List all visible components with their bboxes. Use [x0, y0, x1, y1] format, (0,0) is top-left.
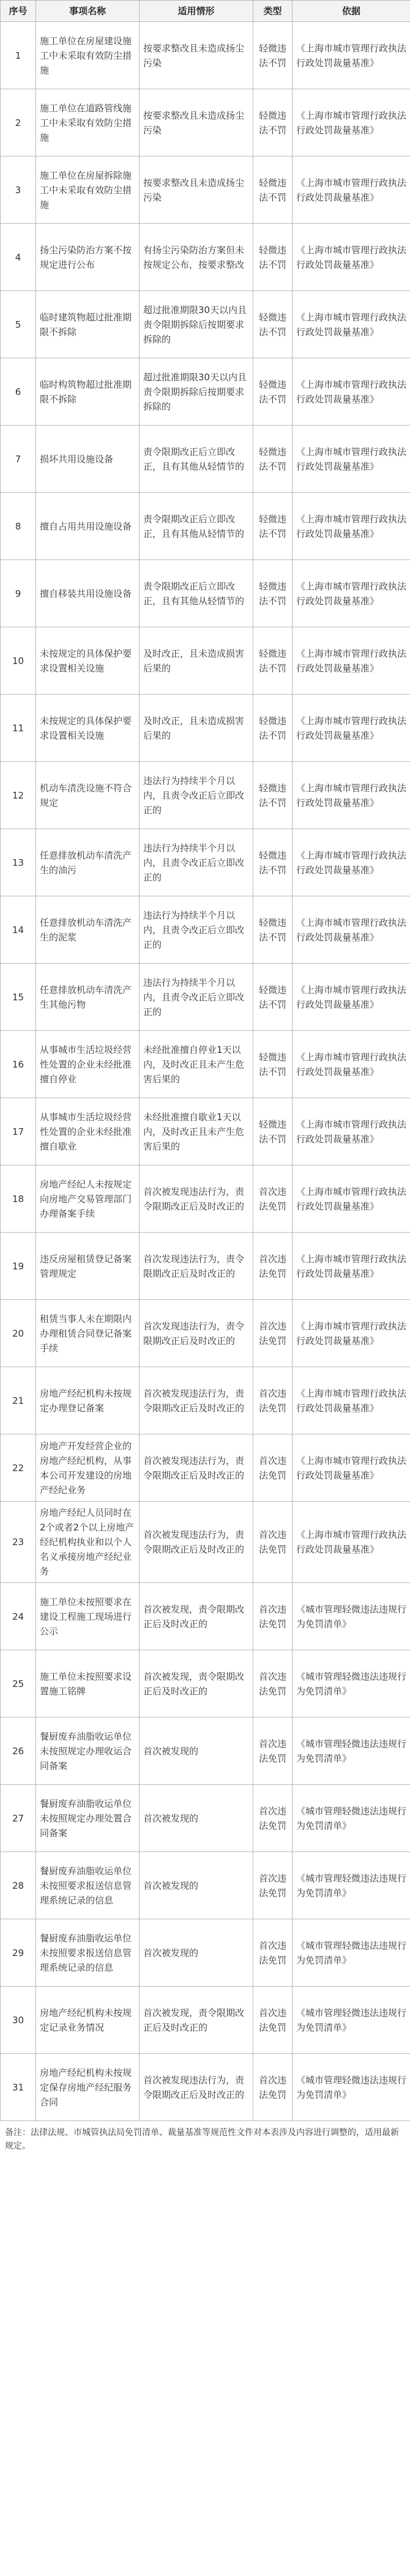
applicable-condition: 首次发现违法行为，责令限期改正后及时改正的 [140, 1300, 253, 1367]
applicable-condition: 超过批准期限30天以内且责令限期拆除后按期要求拆除的 [140, 291, 253, 358]
table-row [1, 1987, 410, 2054]
header-basis: 依据 [293, 1, 410, 22]
exemption-type: 首次违法免罚 [253, 1583, 293, 1650]
table-row [1, 157, 410, 224]
row-number: 24 [1, 1583, 36, 1650]
item-name: 房地产经纪人未按规定向房地产交易管理部门办理备案手续 [36, 1165, 140, 1233]
applicable-condition: 有扬尘污染防治方案但未按规定公布，按要求整改 [140, 224, 253, 291]
legal-basis: 《城市管理轻微违法违规行为免罚清单》 [293, 1987, 410, 2054]
applicable-condition: 违法行为持续半个月以内，且责令改正后立即改正的 [140, 964, 253, 1031]
row-number: 22 [1, 1434, 36, 1502]
item-name: 任意排放机动车清洗产生的油污 [36, 829, 140, 896]
applicable-condition: 责令限期改正后立即改正，且有其他从轻情节的 [140, 493, 253, 560]
applicable-condition: 首次被发现违法行为，责令限期改正后及时改正的 [140, 1434, 253, 1502]
row-number: 23 [1, 1502, 36, 1583]
exemption-type: 轻微违法不罚 [253, 22, 293, 89]
legal-basis: 《上海市城市管理行政执法行政处罚裁量基准》 [293, 560, 410, 627]
row-number: 25 [1, 1650, 36, 1718]
applicable-condition: 首次被发现的 [140, 1919, 253, 1987]
row-number: 3 [1, 157, 36, 224]
legal-basis: 《上海市城市管理行政执法行政处罚裁量基准》 [293, 291, 410, 358]
legal-basis: 《上海市城市管理行政执法行政处罚裁量基准》 [293, 1165, 410, 1233]
row-number: 27 [1, 1785, 36, 1852]
exemption-type: 轻微违法不罚 [253, 224, 293, 291]
applicable-condition: 首次发现违法行为，责令限期改正后及时改正的 [140, 1233, 253, 1300]
row-number: 28 [1, 1852, 36, 1919]
table-row [1, 426, 410, 493]
row-number: 14 [1, 896, 36, 964]
legal-basis: 《城市管理轻微违法违规行为免罚清单》 [293, 1583, 410, 1650]
row-number: 31 [1, 2054, 36, 2121]
applicable-condition: 按要求整改且未造成扬尘污染 [140, 89, 253, 157]
table-row [1, 358, 410, 426]
table-row [1, 829, 410, 896]
exemption-type: 首次违法免罚 [253, 1785, 293, 1852]
exemption-type: 轻微违法不罚 [253, 493, 293, 560]
item-name: 房地产经纪人员同时在2个或者2个以上房地产经纪机构执业和以个人名义承接房地产经纪业务 [36, 1502, 140, 1583]
legal-basis: 《城市管理轻微违法违规行为免罚清单》 [293, 1718, 410, 1785]
row-number: 8 [1, 493, 36, 560]
table-row [1, 1233, 410, 1300]
exemption-type: 轻微违法不罚 [253, 426, 293, 493]
item-name: 房地产开发经营企业的房地产经纪机构，从事本公司开发建设的房地产经纪业务 [36, 1434, 140, 1502]
table-row [1, 89, 410, 157]
legal-basis: 《上海市城市管理行政执法行政处罚裁量基准》 [293, 829, 410, 896]
header-type: 类型 [253, 1, 293, 22]
table-row [1, 1031, 410, 1098]
item-name: 施工单位在房屋拆除施工中未采取有效防尘措施 [36, 157, 140, 224]
row-number: 29 [1, 1919, 36, 1987]
item-name: 任意排放机动车清洗产生的泥浆 [36, 896, 140, 964]
applicable-condition: 未经批准擅自歇业1天以内，及时改正且未产生危害后果的 [140, 1098, 253, 1165]
table-row [1, 1300, 410, 1367]
legal-basis: 《上海市城市管理行政执法行政处罚裁量基准》 [293, 157, 410, 224]
applicable-condition: 首次被发现违法行为，责令限期改正后及时改正的 [140, 1502, 253, 1583]
item-name: 餐厨废弃油脂收运单位未按照要求报送信息管理系统记录的信息 [36, 1919, 140, 1987]
table-row [1, 762, 410, 829]
row-number: 6 [1, 358, 36, 426]
table-row [1, 224, 410, 291]
row-number: 12 [1, 762, 36, 829]
item-name: 临时建筑物超过批准期限不拆除 [36, 291, 140, 358]
exemption-type: 首次违法免罚 [253, 1300, 293, 1367]
exemption-type: 轻微违法不罚 [253, 291, 293, 358]
legal-basis: 《上海市城市管理行政执法行政处罚裁量基准》 [293, 964, 410, 1031]
item-name: 施工单位未按照要求在建设工程施工现场进行公示 [36, 1583, 140, 1650]
table-row [1, 1718, 410, 1785]
row-number: 20 [1, 1300, 36, 1367]
item-name: 施工单位在房屋建设施工中未采取有效防尘措施 [36, 22, 140, 89]
legal-basis: 《上海市城市管理行政执法行政处罚裁量基准》 [293, 1367, 410, 1434]
row-number: 11 [1, 695, 36, 762]
table-row [1, 1785, 410, 1852]
applicable-condition: 违法行为持续半个月以内，且责令改正后立即改正的 [140, 896, 253, 964]
exemption-type: 首次违法免罚 [253, 1852, 293, 1919]
row-number: 30 [1, 1987, 36, 2054]
legal-basis: 《上海市城市管理行政执法行政处罚裁量基准》 [293, 1233, 410, 1300]
legal-basis: 《上海市城市管理行政执法行政处罚裁量基准》 [293, 1434, 410, 1502]
item-name: 扬尘污染防治方案不按规定进行公布 [36, 224, 140, 291]
exemption-type: 轻微违法不罚 [253, 1031, 293, 1098]
exemption-type: 轻微违法不罚 [253, 358, 293, 426]
legal-basis: 《上海市城市管理行政执法行政处罚裁量基准》 [293, 1031, 410, 1098]
exemption-type: 首次违法免罚 [253, 1987, 293, 2054]
applicable-condition: 首次被发现违法行为，责令限期改正后及时改正的 [140, 1165, 253, 1233]
row-number: 4 [1, 224, 36, 291]
header-condition: 适用情形 [140, 1, 253, 22]
row-number: 21 [1, 1367, 36, 1434]
legal-basis: 《城市管理轻微违法违规行为免罚清单》 [293, 1852, 410, 1919]
legal-basis: 《上海市城市管理行政执法行政处罚裁量基准》 [293, 358, 410, 426]
applicable-condition: 首次被发现，责令限期改正后及时改正的 [140, 1583, 253, 1650]
applicable-condition: 违法行为持续半个月以内，且责令改正后立即改正的 [140, 829, 253, 896]
legal-basis: 《城市管理轻微违法违规行为免罚清单》 [293, 1785, 410, 1852]
exemption-type: 首次违法免罚 [253, 1165, 293, 1233]
table-header-row [1, 1, 410, 22]
row-number: 26 [1, 1718, 36, 1785]
item-name: 餐厨废弃油脂收运单位未按照要求报送信息管理系统记录的信息 [36, 1852, 140, 1919]
table-row [1, 1367, 410, 1434]
row-number: 16 [1, 1031, 36, 1098]
applicable-condition: 首次被发现的 [140, 1718, 253, 1785]
item-name: 未按规定的具体保护要求设置相关设施 [36, 627, 140, 695]
item-name: 租赁当事人未在期限内办理租赁合同登记备案手续 [36, 1300, 140, 1367]
item-name: 违反房屋租赁登记备案管理规定 [36, 1233, 140, 1300]
exemption-type: 首次违法免罚 [253, 1434, 293, 1502]
legal-basis: 《上海市城市管理行政执法行政处罚裁量基准》 [293, 224, 410, 291]
exemption-type: 轻微违法不罚 [253, 896, 293, 964]
exemption-type: 轻微违法不罚 [253, 964, 293, 1031]
table-row [1, 291, 410, 358]
item-name: 未按规定的具体保护要求设置相关设施 [36, 695, 140, 762]
legal-basis: 《上海市城市管理行政执法行政处罚裁量基准》 [293, 22, 410, 89]
header-name: 事项名称 [36, 1, 140, 22]
row-number: 19 [1, 1233, 36, 1300]
table-row [1, 560, 410, 627]
legal-basis: 《上海市城市管理行政执法行政处罚裁量基准》 [293, 695, 410, 762]
table-row [1, 1583, 410, 1650]
row-number: 15 [1, 964, 36, 1031]
item-name: 从事城市生活垃圾经营性处置的企业未经批准擅自歇业 [36, 1098, 140, 1165]
legal-basis: 《上海市城市管理行政执法行政处罚裁量基准》 [293, 1300, 410, 1367]
item-name: 施工单位在道路管线施工中未采取有效防尘措施 [36, 89, 140, 157]
row-number: 5 [1, 291, 36, 358]
legal-basis: 《城市管理轻微违法违规行为免罚清单》 [293, 2054, 410, 2121]
row-number: 2 [1, 89, 36, 157]
applicable-condition: 责令限期改正后立即改正，且有其他从轻情节的 [140, 560, 253, 627]
item-name: 任意排放机动车清洗产生其他污物 [36, 964, 140, 1031]
legal-basis: 《上海市城市管理行政执法行政处罚裁量基准》 [293, 89, 410, 157]
legal-basis: 《上海市城市管理行政执法行政处罚裁量基准》 [293, 1098, 410, 1165]
row-number: 1 [1, 22, 36, 89]
applicable-condition: 首次被发现的 [140, 1852, 253, 1919]
exemption-type: 轻微违法不罚 [253, 560, 293, 627]
applicable-condition: 首次被发现违法行为，责令限期改正后及时改正的 [140, 2054, 253, 2121]
exemption-type: 首次违法免罚 [253, 1367, 293, 1434]
table-row [1, 896, 410, 964]
header-no: 序号 [1, 1, 36, 22]
item-name: 房地产经纪机构未按规定保存房地产经纪服务合同 [36, 2054, 140, 2121]
applicable-condition: 首次被发现的 [140, 1785, 253, 1852]
item-name: 擅自占用共用设施设备 [36, 493, 140, 560]
applicable-condition: 按要求整改且未造成扬尘污染 [140, 157, 253, 224]
table-row [1, 964, 410, 1031]
table-row [1, 695, 410, 762]
table-row [1, 1165, 410, 1233]
row-number: 10 [1, 627, 36, 695]
item-name: 从事城市生活垃圾经营性处置的企业未经批准擅自停业 [36, 1031, 140, 1098]
exemption-type: 轻微违法不罚 [253, 829, 293, 896]
table-row [1, 1852, 410, 1919]
item-name: 房地产经纪机构未按规定办理登记备案 [36, 1367, 140, 1434]
item-name: 房地产经纪机构未按规定记录业务情况 [36, 1987, 140, 2054]
exemption-type: 首次违法免罚 [253, 1233, 293, 1300]
table-row [1, 1919, 410, 1987]
row-number: 18 [1, 1165, 36, 1233]
item-name: 餐厨废弃油脂收运单位未按照规定办理收运合同备案 [36, 1718, 140, 1785]
row-number: 7 [1, 426, 36, 493]
table-row [1, 22, 410, 89]
table-row [1, 493, 410, 560]
exemption-type: 轻微违法不罚 [253, 762, 293, 829]
legal-basis: 《上海市城市管理行政执法行政处罚裁量基准》 [293, 426, 410, 493]
exemption-type: 首次违法免罚 [253, 1502, 293, 1583]
item-name: 餐厨废弃油脂收运单位未按照规定办理处置合同备案 [36, 1785, 140, 1852]
exemption-type: 轻微违法不罚 [253, 1098, 293, 1165]
table-body [1, 22, 410, 2121]
item-name: 机动车清洗设施不符合规定 [36, 762, 140, 829]
applicable-condition: 责令限期改正后立即改正，且有其他从轻情节的 [140, 426, 253, 493]
exemption-type: 首次违法免罚 [253, 1650, 293, 1718]
applicable-condition: 首次被发现，责令限期改正后及时改正的 [140, 1987, 253, 2054]
table-row [1, 1098, 410, 1165]
item-name: 施工单位未按照要求设置施工铭牌 [36, 1650, 140, 1718]
exemption-type: 轻微违法不罚 [253, 89, 293, 157]
applicable-condition: 及时改正，且未造成损害后果的 [140, 627, 253, 695]
legal-basis: 《上海市城市管理行政执法行政处罚裁量基准》 [293, 896, 410, 964]
item-name: 临时构筑物超过批准期限不拆除 [36, 358, 140, 426]
legal-basis: 《上海市城市管理行政执法行政处罚裁量基准》 [293, 762, 410, 829]
legal-basis: 《上海市城市管理行政执法行政处罚裁量基准》 [293, 627, 410, 695]
applicable-condition: 超过批准期限30天以内且责令限期拆除后按期要求拆除的 [140, 358, 253, 426]
row-number: 17 [1, 1098, 36, 1165]
table-row [1, 1434, 410, 1502]
applicable-condition: 首次被发现，责令限期改正后及时改正的 [140, 1650, 253, 1718]
legal-basis: 《上海市城市管理行政执法行政处罚裁量基准》 [293, 493, 410, 560]
table-row [1, 627, 410, 695]
applicable-condition: 违法行为持续半个月以内，且责令改正后立即改正的 [140, 762, 253, 829]
applicable-condition: 未经批准擅自停业1天以内，及时改正且未产生危害后果的 [140, 1031, 253, 1098]
applicable-condition: 按要求整改且未造成扬尘污染 [140, 22, 253, 89]
footnote: 备注：法律法规、市城管执法局免罚清单、裁量基准等规范性文件对本表涉及内容进行调整的，适用最新规定。 [5, 2128, 399, 2151]
exemption-type: 轻微违法不罚 [253, 627, 293, 695]
exemption-type: 轻微违法不罚 [253, 695, 293, 762]
legal-basis: 《城市管理轻微违法违规行为免罚清单》 [293, 1919, 410, 1987]
row-number: 13 [1, 829, 36, 896]
legal-basis: 《城市管理轻微违法违规行为免罚清单》 [293, 1650, 410, 1718]
row-number: 9 [1, 560, 36, 627]
table-row [1, 1650, 410, 1718]
item-name: 损坏共用设施设备 [36, 426, 140, 493]
applicable-condition: 及时改正，且未造成损害后果的 [140, 695, 253, 762]
exemption-type: 首次违法免罚 [253, 1718, 293, 1785]
exemption-type: 轻微违法不罚 [253, 157, 293, 224]
exemption-type: 首次违法免罚 [253, 2054, 293, 2121]
exemption-type: 首次违法免罚 [253, 1919, 293, 1987]
table-row [1, 1502, 410, 1583]
applicable-condition: 首次被发现违法行为，责令限期改正后及时改正的 [140, 1367, 253, 1434]
legal-basis: 《上海市城市管理行政执法行政处罚裁量基准》 [293, 1502, 410, 1583]
item-name: 擅自移装共用设施设备 [36, 560, 140, 627]
table-row [1, 2054, 410, 2121]
